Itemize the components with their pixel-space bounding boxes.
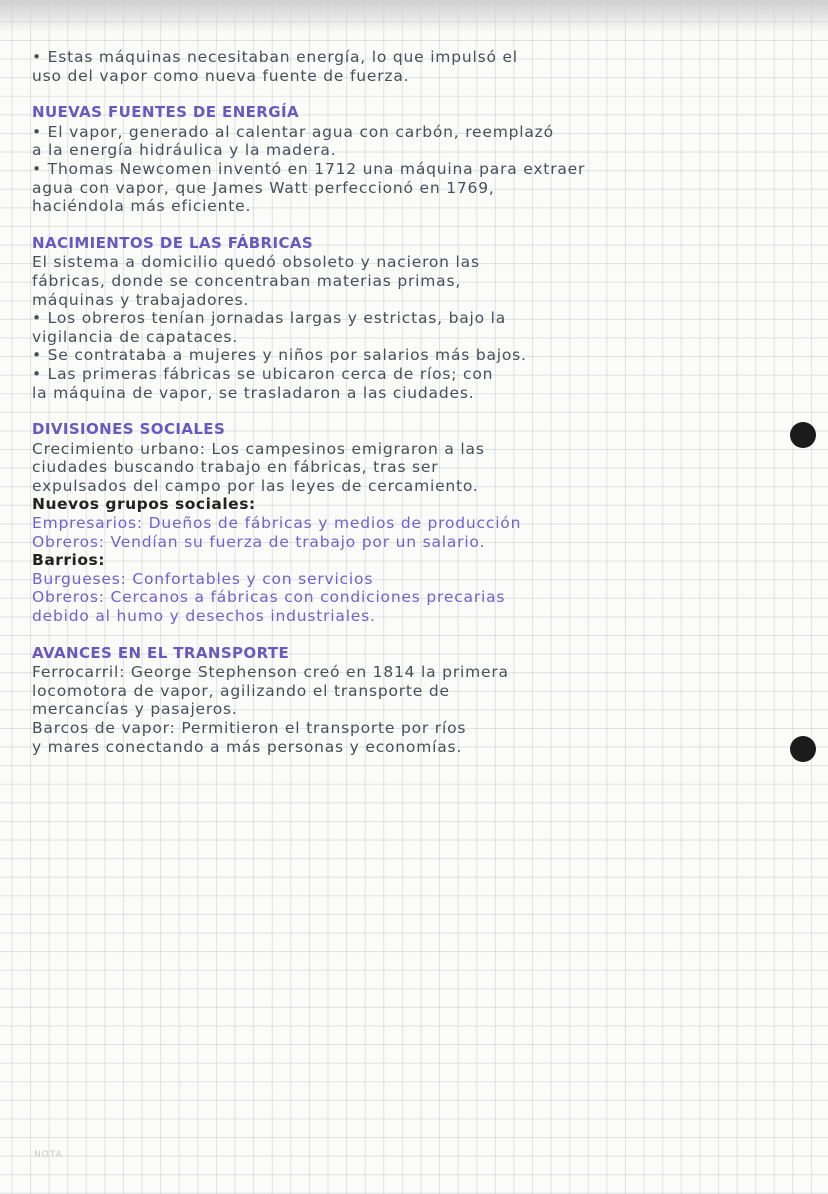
section-heading: DIVISIONES SOCIALES: [32, 420, 226, 439]
note-line: • Se contrataba a mujeres y niños por salarios más bajos.: [32, 346, 527, 365]
note-subheading: Barrios:: [32, 551, 105, 570]
note-line: ciudades buscando trabajo en fábricas, tras ser: [32, 458, 439, 477]
note-line: haciéndola más eficiente.: [32, 197, 252, 216]
note-line: agua con vapor, que James Watt perfeccionó en 1769,: [32, 178, 495, 197]
page-footer-label: NOTA: [34, 1150, 63, 1160]
note-line: a la energía hidráulica y la madera.: [32, 141, 337, 160]
note-line: El sistema a domicilio quedó obsoleto y nacieron las: [32, 253, 480, 272]
intro-line: uso del vapor como nueva fuente de fuerza.: [32, 66, 410, 85]
note-line: locomotora de vapor, agilizando el transporte de: [32, 681, 450, 700]
note-line: la máquina de vapor, se trasladaron a las ciudades.: [32, 383, 475, 402]
note-line: Barcos de vapor: Permitieron el transporte por ríos: [32, 719, 467, 737]
note-line: Obreros: Cercanos a fábricas con condiciones precarias: [32, 588, 506, 607]
note-line: mercancías y pasajeros.: [32, 700, 238, 719]
note-line: máquinas y trabajadores.: [32, 290, 250, 309]
section-factories: [32, 234, 772, 402]
note-line: expulsados del campo por las leyes de cercamiento.: [32, 476, 479, 495]
section-heading: NACIMIENTOS DE LAS FÁBRICAS: [32, 233, 314, 252]
note-line: Ferrocarril: George Stephenson creó en 1814 la primera: [32, 663, 509, 682]
note-line: Crecimiento urbano: Los campesinos emigraron a las: [32, 439, 485, 458]
note-line: Obreros: Vendían su fuerza de trabajo por un salario.: [32, 532, 486, 551]
note-line: • Thomas Newcomen inventó en 1712 una máquina para extraer: [32, 159, 586, 178]
section-transport: [32, 644, 772, 757]
page-top-shadow: [0, 0, 828, 34]
binder-hole-upper: [790, 422, 816, 448]
note-line: • Las primeras fábricas se ubicaron cerca de ríos; con: [32, 364, 494, 383]
note-line: Empresarios: Dueños de fábricas y medios de producción: [32, 514, 522, 533]
note-line: fábricas, donde se concentraban materias primas,: [32, 271, 462, 290]
section-social: [32, 420, 772, 626]
section-heading: AVANCES EN EL TRANSPORTE: [32, 643, 290, 662]
note-line: debido al humo y desechos industriales.: [32, 607, 376, 626]
notes-content: [32, 48, 772, 774]
section-energy: [32, 103, 772, 216]
note-line: Burgueses: Confortables y con servicios: [32, 569, 374, 588]
intro-block: [32, 48, 772, 85]
binder-hole-lower: [790, 736, 816, 762]
note-subheading: Nuevos grupos sociales:: [32, 495, 256, 514]
intro-line: • Estas máquinas necesitaban energía, lo que impulsó el: [32, 48, 518, 66]
note-line: • Los obreros tenían jornadas largas y estrictas, bajo la: [32, 309, 507, 328]
note-line: y mares conectando a más personas y economías.: [32, 737, 463, 756]
note-line: • El vapor, generado al calentar agua con carbón, reemplazó: [32, 122, 554, 141]
note-line: vigilancia de capataces.: [32, 327, 239, 346]
section-heading: NUEVAS FUENTES DE ENERGÍA: [32, 103, 299, 122]
